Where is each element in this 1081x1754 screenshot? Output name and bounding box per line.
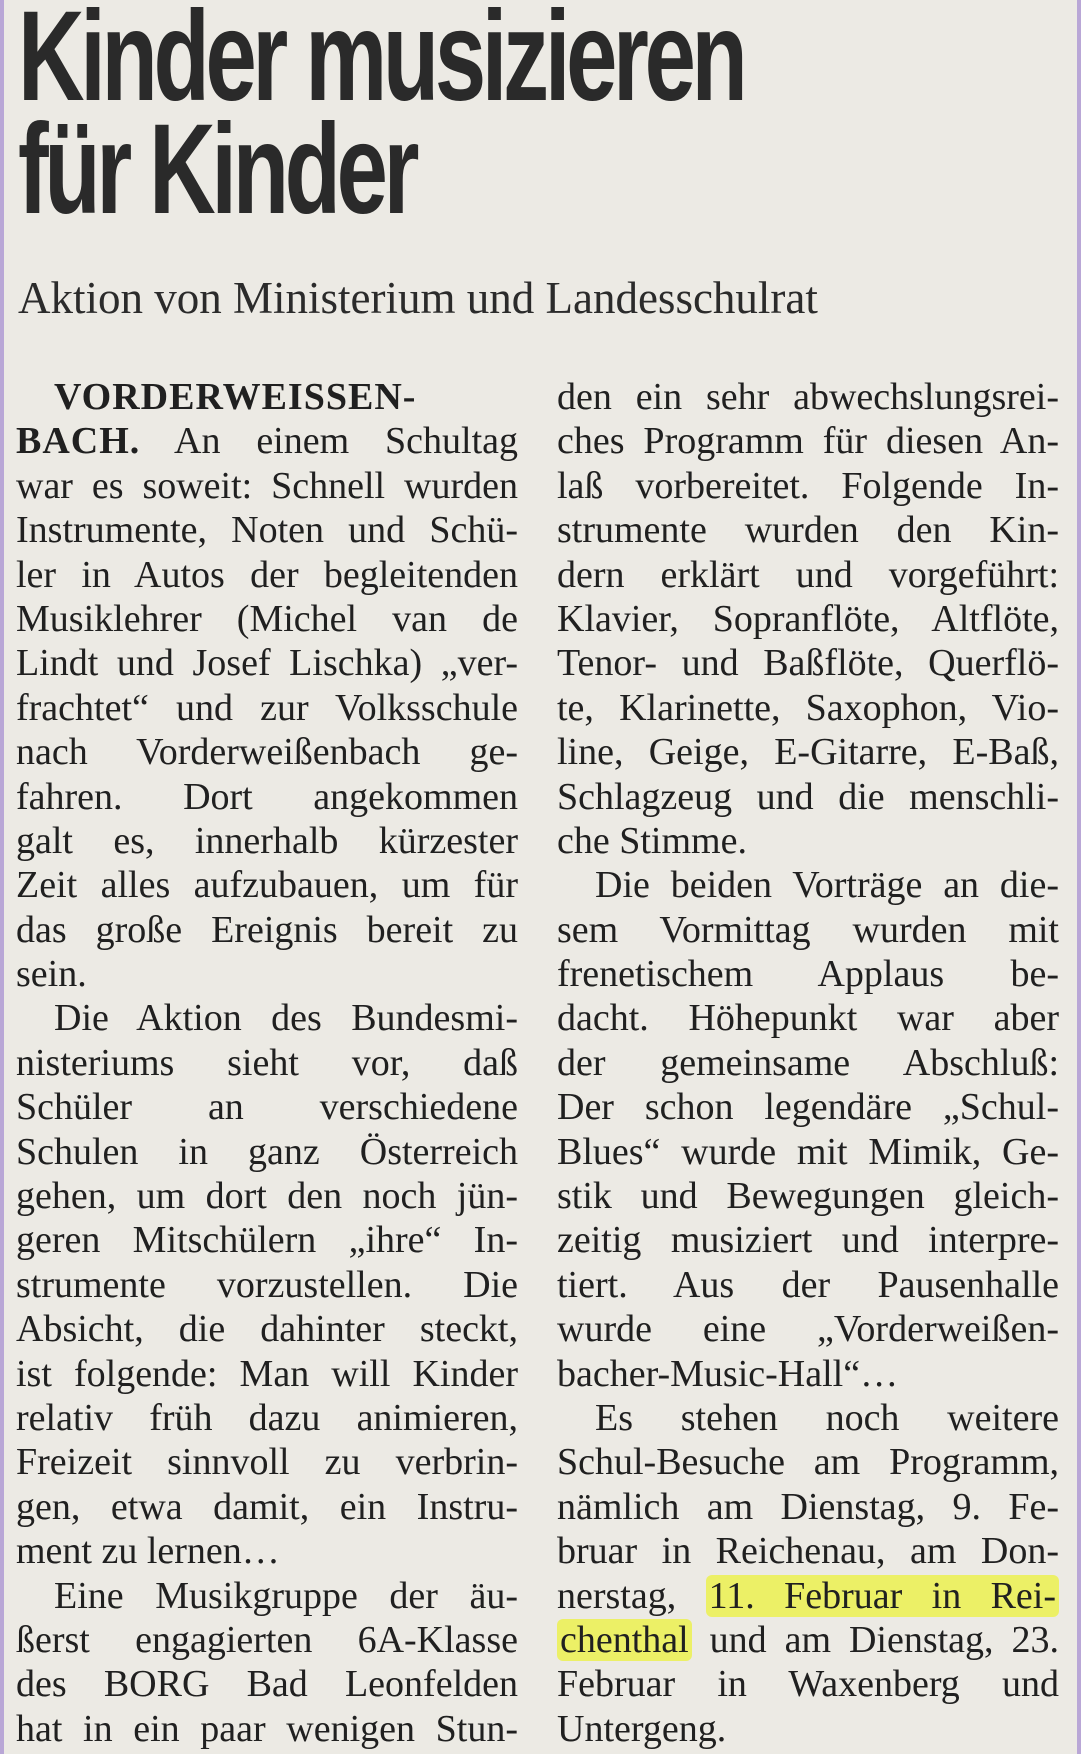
- text-run: Lindt und Josef Lischka) „ver-: [16, 642, 518, 685]
- text-line: [16, 1574, 518, 1618]
- text-run: nerstag,: [557, 1574, 706, 1617]
- text-run: geren Mitschülern „ihre“ In-: [16, 1219, 518, 1262]
- text-run: wurde eine „Vorderweißen-: [557, 1308, 1059, 1351]
- text-run: gehen, um dort den noch jün-: [16, 1175, 518, 1218]
- text-run: Es stehen noch weitere: [595, 1396, 1059, 1439]
- text-line: [16, 1085, 518, 1129]
- text-run: nach Vorderweißenbach ge-: [16, 731, 518, 774]
- text-run: Schüler an verschiedene: [16, 1086, 518, 1129]
- text-line: [16, 553, 518, 597]
- text-line: [16, 863, 518, 907]
- text-line: [16, 1174, 518, 1218]
- text-run: tiert. Aus der Pausenhalle: [557, 1263, 1059, 1306]
- text-line: [16, 730, 518, 774]
- text-line: [557, 775, 1059, 819]
- highlighted-text: chenthal: [557, 1619, 692, 1661]
- text-run: Schulen in ganz Österreich: [16, 1130, 518, 1173]
- text-run: den ein sehr abwechslungsrei-: [557, 376, 1059, 418]
- text-run: Die beiden Vorträge an die-: [595, 864, 1059, 907]
- text-run: fahren. Dort angekommen: [16, 775, 518, 818]
- text-run: Schul-Besuche am Programm,: [557, 1441, 1059, 1484]
- text-line: [16, 686, 518, 730]
- text-line: [557, 1085, 1059, 1129]
- dateline: VORDERWEISSEN-: [54, 376, 417, 418]
- text-line: [557, 1440, 1059, 1484]
- text-line: [557, 1529, 1059, 1573]
- text-run: Instrumente, Noten und Schü-: [16, 509, 518, 552]
- text-run: sein.: [16, 953, 87, 996]
- text-run: relativ früh dazu animieren,: [16, 1396, 518, 1439]
- headline: [18, 0, 744, 241]
- text-line: [16, 1485, 518, 1529]
- text-line: [16, 1307, 518, 1351]
- text-line: [16, 464, 518, 508]
- text-run: frachtet“ und zur Volksschule: [16, 686, 518, 729]
- text-line: [16, 1662, 518, 1706]
- text-run: strumente vorzustellen. Die: [16, 1263, 518, 1306]
- text-run: bruar in Reichenau, am Don-: [557, 1530, 1059, 1573]
- text-run: ist folgende: Man will Kinder: [16, 1352, 518, 1395]
- text-run: dern erklärt und vorgeführt:: [557, 553, 1059, 596]
- text-run: Absicht, die dahinter steckt,: [16, 1308, 518, 1351]
- text-run: gen, etwa damit, ein Instru-: [16, 1485, 518, 1528]
- text-run: Zeit alles aufzubauen, um für: [16, 864, 518, 907]
- text-run: Blues“ wurde mit Mimik, Ge-: [557, 1130, 1059, 1173]
- text-line: [557, 1263, 1059, 1307]
- headline-line: Kinder musizieren: [18, 0, 744, 128]
- text-line: [16, 641, 518, 685]
- text-run: Untergeng.: [557, 1707, 727, 1750]
- dateline: BACH.: [16, 420, 141, 463]
- article-column-left: [16, 375, 518, 1751]
- text-run: Musiklehrer (Michel van de: [16, 597, 518, 640]
- text-run: strumente wurden den Kin-: [557, 509, 1059, 552]
- text-run: Die Aktion des Bundesmi-: [54, 997, 518, 1040]
- text-line: [557, 1352, 1059, 1396]
- text-run: war es soweit: Schnell wurden: [16, 464, 518, 507]
- text-run: galt es, innerhalb kürzester: [16, 819, 518, 862]
- text-line: [557, 553, 1059, 597]
- text-run: bacher-Music-Hall“…: [557, 1352, 899, 1395]
- text-line: [16, 952, 518, 996]
- text-line: [16, 1529, 518, 1573]
- text-line: [557, 686, 1059, 730]
- text-line: [16, 1130, 518, 1174]
- text-line: [557, 375, 1059, 419]
- text-line: [557, 641, 1059, 685]
- text-run: Februar in Waxenberg und: [557, 1663, 1059, 1706]
- text-line: [16, 597, 518, 641]
- highlighted-text: 11. Februar in Rei-: [706, 1575, 1059, 1617]
- text-line: [16, 908, 518, 952]
- text-run: ler in Autos der begleitenden: [16, 553, 518, 596]
- text-run: des BORG Bad Leonfelden: [16, 1663, 518, 1706]
- text-run: An einem Schultag: [140, 420, 518, 463]
- text-line: [557, 1218, 1059, 1262]
- text-line: [557, 1130, 1059, 1174]
- text-run: line, Geige, E-Gitarre, E-Baß,: [557, 731, 1059, 774]
- text-run: hat in ein paar wenigen Stun-: [16, 1707, 518, 1750]
- text-line: [557, 952, 1059, 996]
- text-run: ßerst engagierten 6A-Klasse: [16, 1618, 518, 1661]
- text-line: [557, 597, 1059, 641]
- text-line: [16, 775, 518, 819]
- text-line: [16, 508, 518, 552]
- text-line: [557, 1396, 1059, 1440]
- text-line: [16, 1218, 518, 1262]
- text-line: [16, 819, 518, 863]
- text-line: [16, 1263, 518, 1307]
- text-line: [557, 1174, 1059, 1218]
- text-line: [16, 1707, 518, 1751]
- text-run: Klavier, Sopranflöte, Altflöte,: [557, 597, 1059, 640]
- text-run: frenetischem Applaus be-: [557, 953, 1059, 996]
- text-line: [557, 730, 1059, 774]
- text-line: [557, 1041, 1059, 1085]
- text-line: [557, 1618, 1059, 1662]
- text-run: ment zu lernen…: [16, 1530, 280, 1573]
- text-line: [16, 1618, 518, 1662]
- text-line: [16, 1396, 518, 1440]
- text-run: ches Programm für diesen An-: [557, 420, 1059, 463]
- text-run: Der schon legendäre „Schul-: [557, 1086, 1059, 1129]
- text-line: [557, 1707, 1059, 1751]
- text-run: che Stimme.: [557, 819, 747, 862]
- text-run: stik und Bewegungen gleich-: [557, 1175, 1059, 1218]
- text-line: [557, 1307, 1059, 1351]
- text-line: [557, 1662, 1059, 1706]
- text-run: das große Ereignis bereit zu: [16, 908, 518, 951]
- text-run: dacht. Höhepunkt war aber: [557, 997, 1059, 1040]
- text-run: Schlagzeug und die menschli-: [557, 775, 1059, 818]
- headline-line: für Kinder: [18, 98, 416, 241]
- article-column-right: [557, 375, 1059, 1751]
- text-line: [557, 908, 1059, 952]
- text-line: [557, 1485, 1059, 1529]
- text-line: [16, 1352, 518, 1396]
- text-line: [557, 996, 1059, 1040]
- text-run: Freizeit sinnvoll zu verbrin-: [16, 1441, 518, 1484]
- text-line: [16, 419, 518, 463]
- text-run: te, Klarinette, Saxophon, Vio-: [557, 686, 1059, 729]
- text-run: der gemeinsame Abschluß:: [557, 1041, 1059, 1084]
- text-line: [16, 1041, 518, 1085]
- text-line: [557, 508, 1059, 552]
- text-run: sem Vormittag wurden mit: [557, 908, 1059, 951]
- text-run: zeitig musiziert und interpre-: [557, 1219, 1059, 1262]
- text-line: [557, 819, 1059, 863]
- text-line: [557, 1574, 1059, 1618]
- text-run: und am Dienstag, 23.: [691, 1618, 1059, 1661]
- text-run: Eine Musikgruppe der äu-: [54, 1574, 518, 1617]
- text-line: [557, 464, 1059, 508]
- text-line: [557, 863, 1059, 907]
- text-line: [557, 419, 1059, 463]
- text-run: nämlich am Dienstag, 9. Fe-: [557, 1485, 1059, 1528]
- text-run: laß vorbereitet. Folgende In-: [557, 464, 1059, 507]
- text-run: Tenor- und Baßflöte, Querflö-: [557, 642, 1059, 685]
- text-line: [16, 996, 518, 1040]
- subheadline: Aktion von Ministerium und Landesschulrat: [18, 273, 818, 323]
- text-line: [16, 1440, 518, 1484]
- text-run: nisteriums sieht vor, daß: [16, 1041, 518, 1084]
